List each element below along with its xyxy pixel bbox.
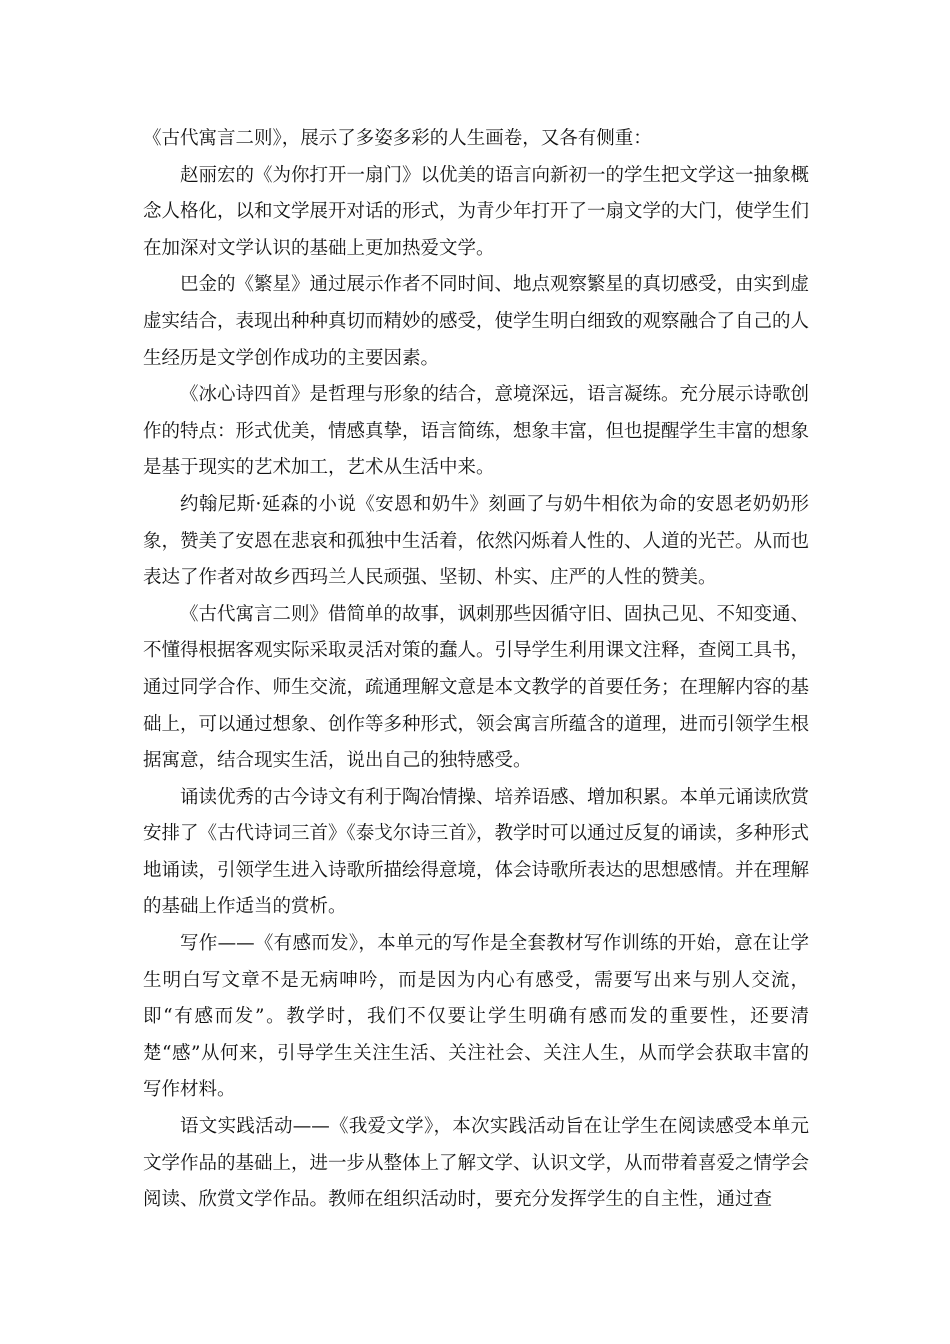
- paragraph-open-a-door: 赵丽宏的《为你打开一扇门》以优美的语言向新初一的学生把文学这一抽象概念人格化，以和文学展开对话的形式，为青少年打开了一扇文学的大门，使学生们在加深对文学认识的基础上更加热爱文学。: [143, 164, 810, 259]
- paragraph-ann-and-cow: 约翰尼斯·延森的小说《安恩和奶牛》刻画了与奶牛相依为命的安恩老奶奶形象，赞美了安恩在悲哀和孤独中生活着，依然闪烁着人性的、人道的光芒。从而也表达了作者对故乡西玛兰人民顽强、坚韧、朴实、庄严的人性的赞美。: [143, 493, 810, 589]
- paragraph-recitation: 诵读优秀的古今诗文有利于陶冶情操、培养语感、增加积累。本单元诵读欣赏安排了《古代诗词三首》《泰戈尔诗三首》，教学时可以通过反复的诵读，多种形式地诵读，引领学生进入诗歌所描绘得意境，体会诗歌所表达的思想感情。并在理解的基础上作适当的赏析。: [143, 786, 810, 918]
- paragraph-practice-activity: 语文实践活动——《我爱文学》，本次实践活动旨在让学生在阅读感受本单元文学作品的基础上，进一步从整体上了解文学、认识文学，从而带着喜爱之情学会阅读、欣赏文学作品。教师在组织活动时，要充分发挥学生的自主性，通过查: [143, 1116, 810, 1211]
- paragraph-stars: 巴金的《繁星》通过展示作者不同时间、地点观察繁星的真切感受，由实到虚虚实结合，表现出种种真切而精妙的感受，使学生明白细致的观察融合了自己的人生经历是文学创作成功的主要因素。: [143, 274, 810, 369]
- paragraph-ancient-fables: 《古代寓言二则》借简单的故事，讽刺那些因循守旧、固执己见、不知变通、不懂得根据客观实际采取灵活对策的蠢人。引导学生利用课文注释，查阅工具书，通过同学合作、师生交流，疏通理解文意是本文教学的首要任务；在理解内容的基础上，可以通过想象、创作等多种形式，领会寓言所蕴含的道理，进而引领学生根据寓意，结合现实生活，说出自己的独特感受。: [143, 603, 810, 772]
- paragraph-writing: 写作——《有感而发》，本单元的写作是全套教材写作训练的开始，意在让学生明白写文章不是无病呻吟，而是因为内心有感受，需要写出来与别人交流，即“有感而发”。教学时，我们不仅要让学生明确有感而发的重要性，还要清楚“感”从何来，引导学生关注生活、关注社会、关注人生，从而学会获取丰富的写作材料。: [143, 933, 809, 1101]
- document-body: [143, 121, 809, 1219]
- paragraph-bingxin-poems: 《冰心诗四首》是哲理与形象的结合，意境深远，语言凝练。充分展示诗歌创作的特点：形式优美，情感真挚，语言简练，想象丰富，但也提醒学生丰富的想象是基于现实的艺术加工，艺术从生活中来。: [143, 384, 810, 479]
- paragraph-intro-continued: 《古代寓言二则》，展示了多姿多彩的人生画卷，又各有侧重：: [143, 128, 652, 149]
